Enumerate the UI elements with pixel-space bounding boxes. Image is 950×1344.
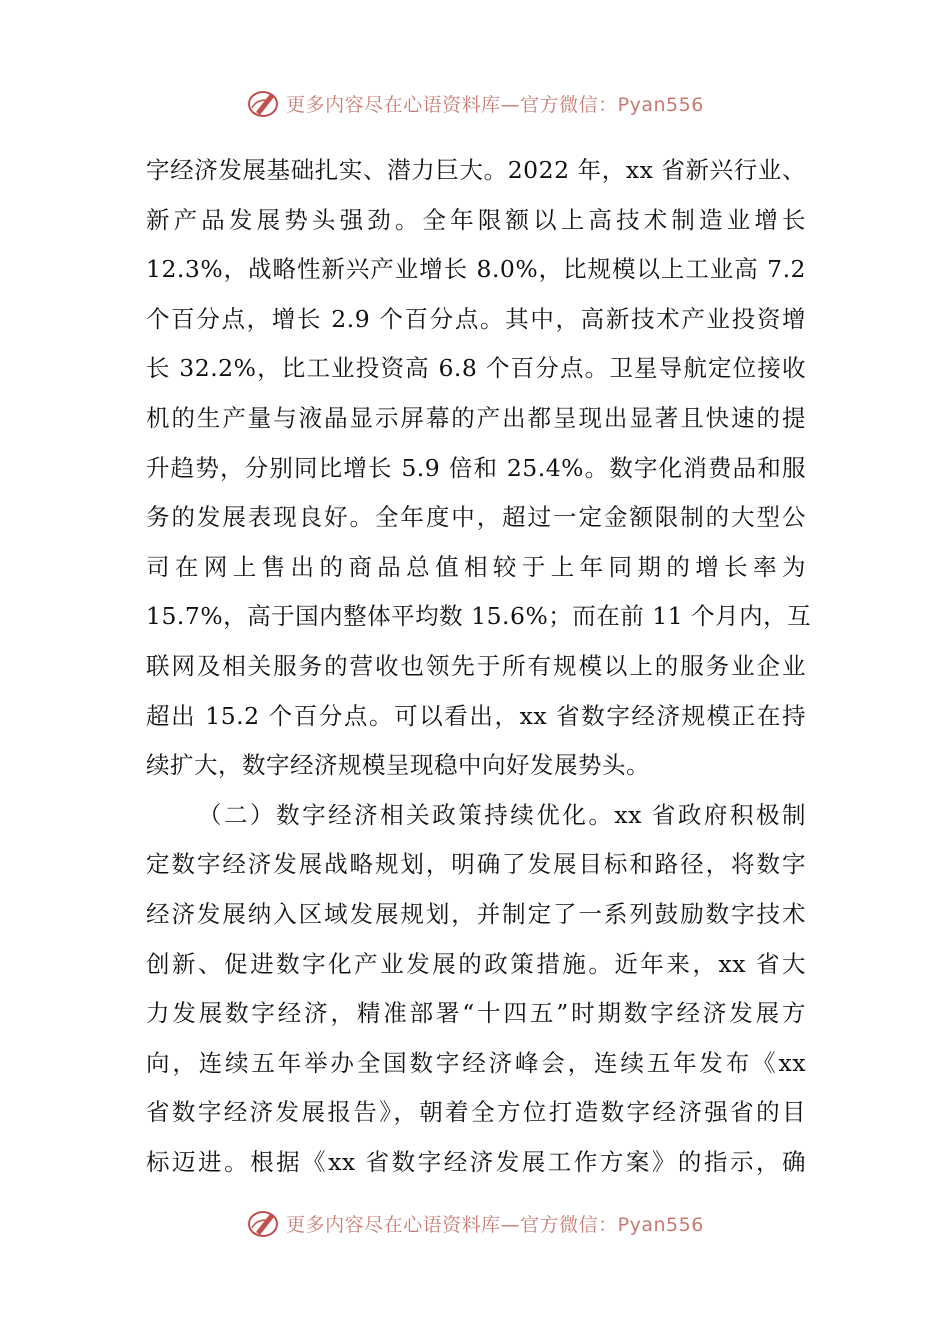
body-line: 长 32.2%，比工业投资高 6.8 个百分点。卫星导航定位接收 [146, 354, 806, 383]
body-line: 个百分点，增长 2.9 个百分点。其中，高新技术产业投资增 [146, 304, 806, 333]
body-line: 字经济发展基础扎实、潜力巨大。2022 年，xx 省新兴行业、 [146, 156, 806, 184]
footer-watermark [0, 1206, 950, 1240]
body-line: 向，连续五年举办全国数字经济峰会，连续五年发布《xx [146, 1048, 806, 1077]
section-heading-line: （二）数字经济相关政策持续优化。xx 省政府积极制 [198, 800, 806, 829]
body-line: 定数字经济发展战略规划，明确了发展目标和路径，将数字 [146, 850, 806, 879]
body-line: 12.3%，战略性新兴产业增长 8.0%，比规模以上工业高 7.2 [146, 255, 806, 284]
body-line: 创新、促进数字化产业发展的政策措施。近年来，xx 省大 [146, 949, 806, 978]
document-body [146, 146, 812, 1187]
footer-watermark-clip [0, 1206, 950, 1236]
body-line: 司在网上售出的商品总值相较于上年同期的增长率为 [146, 552, 806, 581]
body-line: 续扩大，数字经济规模呈现稳中向好发展势头。 [146, 751, 650, 780]
body-line: 15.7%，高于国内整体平均数 15.6%；而在前 11 个月内，互 [146, 602, 812, 631]
body-line: 机的生产量与液晶显示屏幕的产出都呈现出显著且快速的提 [146, 403, 806, 432]
body-line: 务的发展表现良好。全年度中，超过一定金额限制的大型公 [146, 503, 806, 532]
body-line: 经济发展纳入区域发展规划，并制定了一系列鼓励数字技术 [146, 899, 806, 928]
header-watermark [0, 86, 950, 120]
pen-nib-logo-icon [246, 86, 282, 120]
body-line: 升趋势，分别同比增长 5.9 倍和 25.4%。数字化消费品和服 [146, 453, 806, 482]
body-line: 超出 15.2 个百分点。可以看出，xx 省数字经济规模正在持 [146, 701, 806, 730]
watermark-text: 更多内容尽在心语资料库—官方微信：Pyan556 [286, 93, 704, 116]
watermark-text: 更多内容尽在心语资料库—官方微信：Pyan556 [286, 1213, 704, 1236]
body-line: 力发展数字经济，精准部署“十四五”时期数字经济发展方 [146, 999, 806, 1028]
pen-nib-logo-icon [246, 1206, 282, 1240]
body-line: 新产品发展势头强劲。全年限额以上高技术制造业增长 [146, 205, 806, 234]
body-line: 联网及相关服务的营收也领先于所有规模以上的服务业企业 [146, 651, 806, 680]
body-line: 标迈进。根据《xx 省数字经济发展工作方案》的指示，确 [146, 1147, 806, 1176]
body-line: 省数字经济发展报告》，朝着全方位打造数字经济强省的目 [146, 1098, 806, 1127]
